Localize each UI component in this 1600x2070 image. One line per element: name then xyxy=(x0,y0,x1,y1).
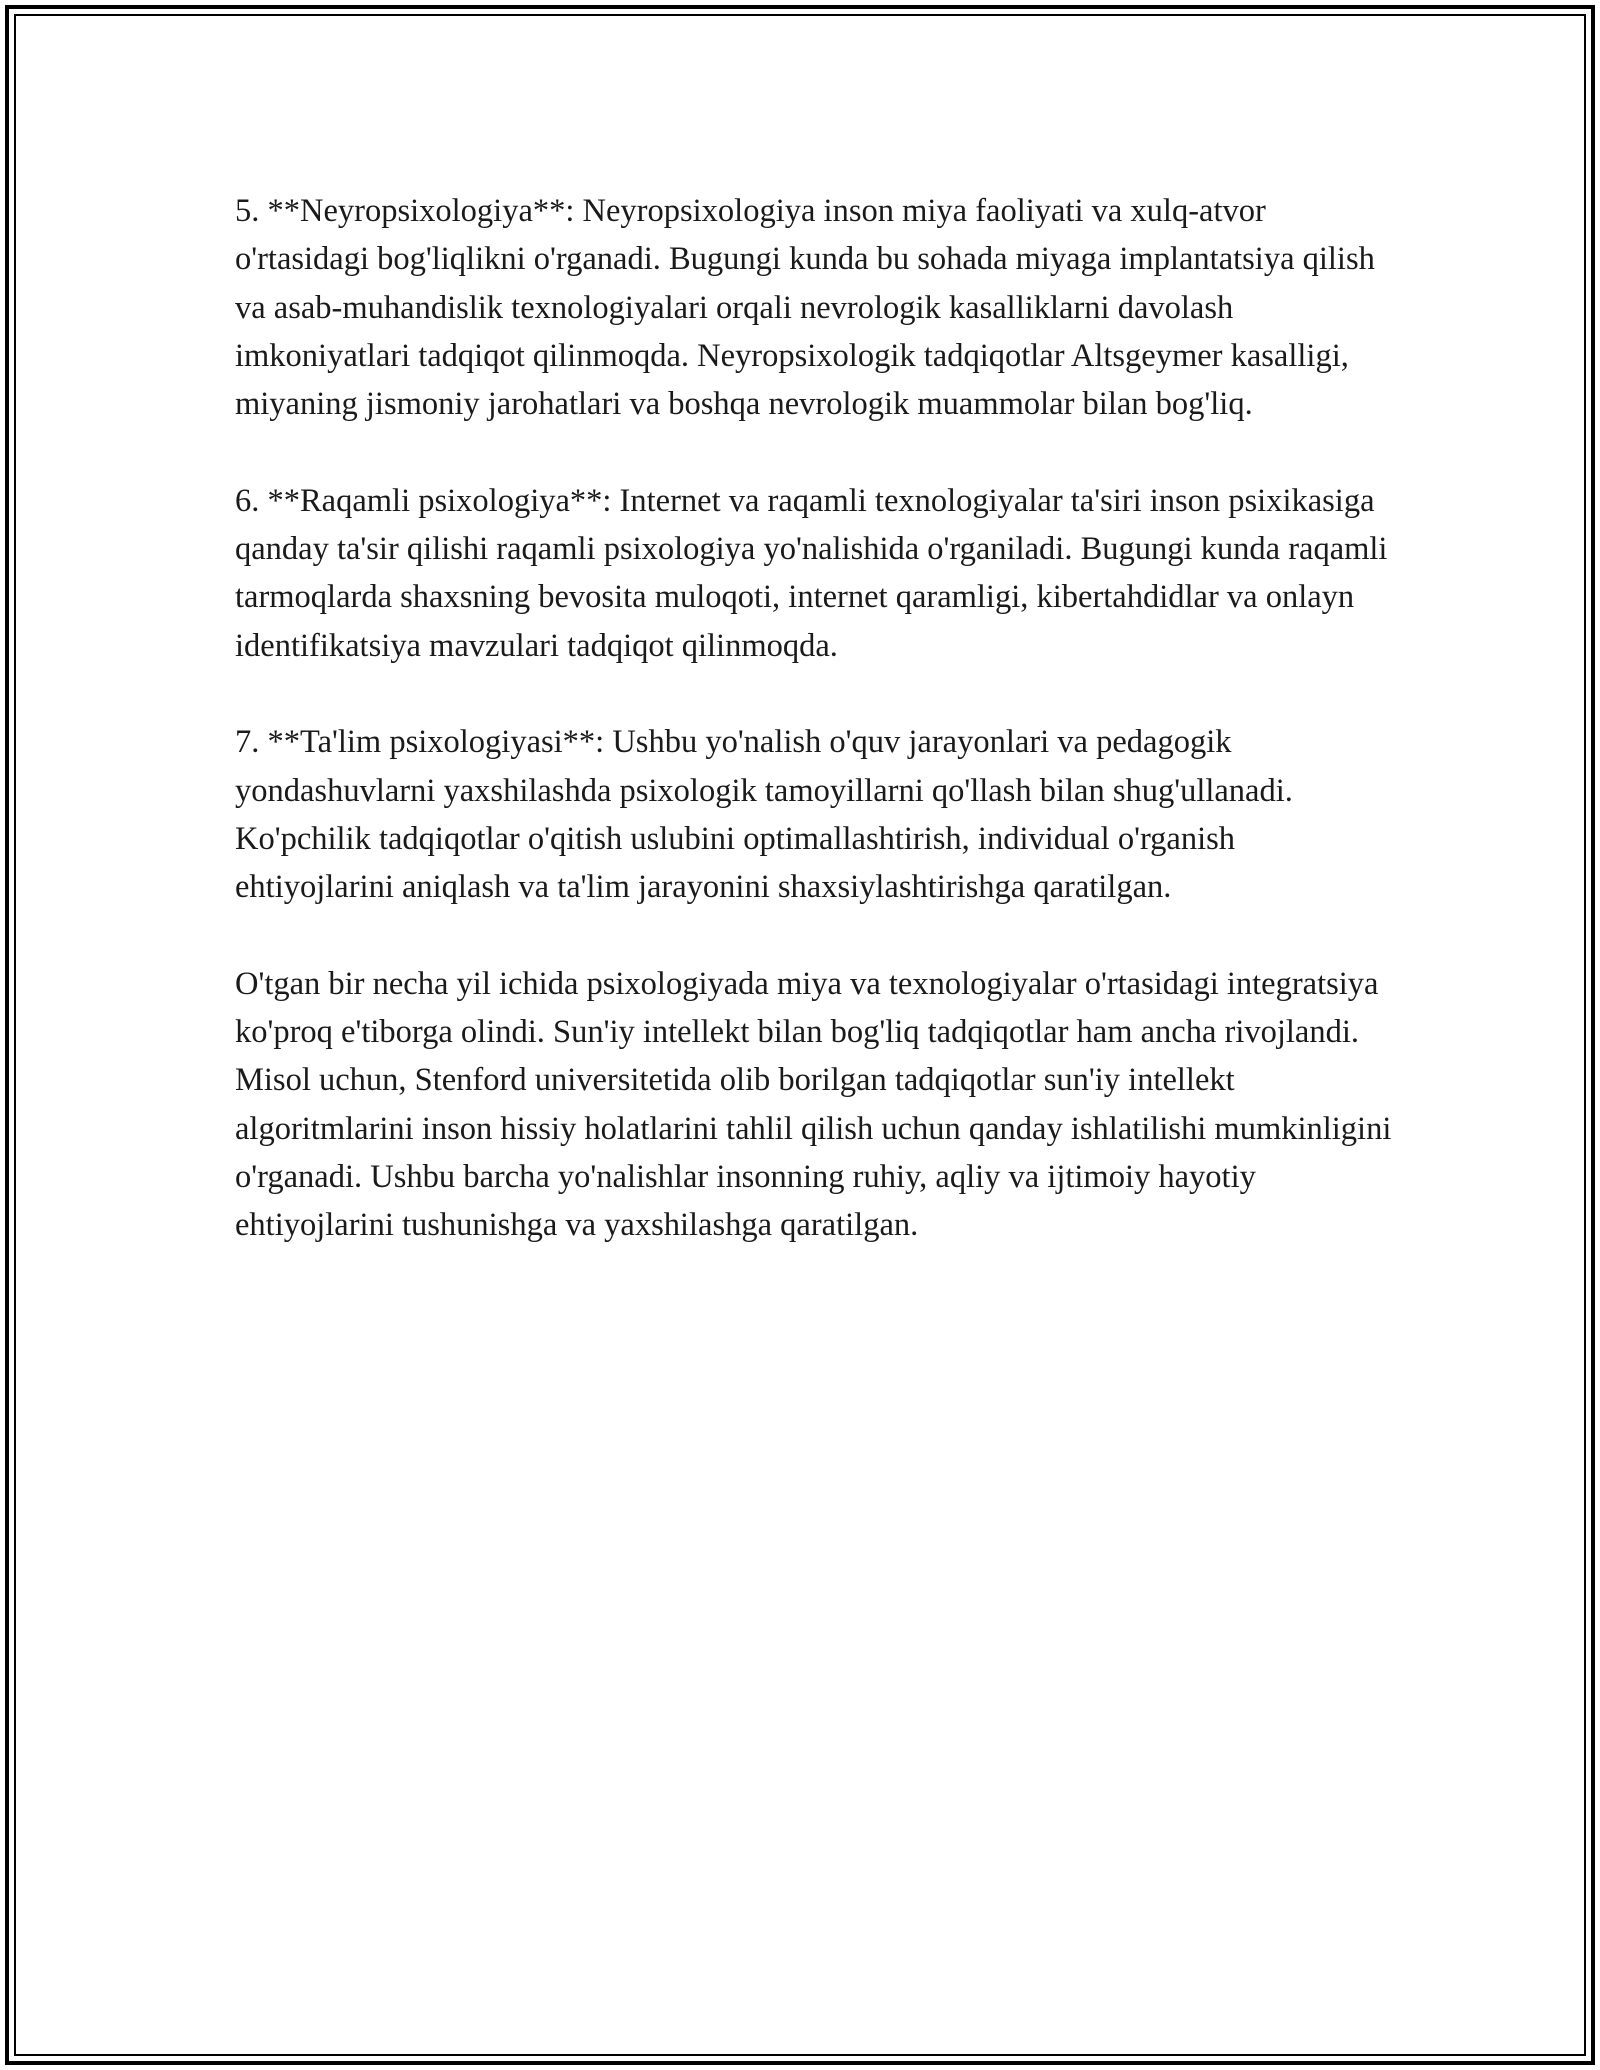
paragraph-conclusion: O'tgan bir necha yil ichida psixologiyada miya va texnologiyalar o'rtasidagi integratsiya ko'proq e'tiborga olindi. Sun'iy intellekt bilan bog'liq tadqiqotlar ham ancha rivojlandi. Misol uchun, Stenford universitetida olib borilgan tadqiqotlar sun'iy intellekt algoritmlarini inson hissiy holatlarini tahlil qilish uchun qanday ishlatilishi mumkinligini o'rganadi. Ushbu barcha yo'nalishlar insonning ruhiy, aqliy va ijtimoiy hayotiy ehtiyojlarini tushunishga va yaxshilashga qaratilgan. xyxy=(235,965,1392,1244)
paragraph-neyropsixologiya: 5. **Neyropsixologiya**: Neyropsixologiya inson miya faoliyati va xulq-atvor o'rtasidagi bog'liqlikni o'rganadi. Bugungi kunda bu sohada miyaga implantatsiya qilish va asab-muhandislik texnologiyalari orqali nevrologik kasalliklarni davolash imkoniyatlari tadqiqot qilinmoqda. Neyropsixologik tadqiqotlar Altsgeymer kasalligi, miyaning jismoniy jarohatlari va boshqa nevrologik muammolar bilan bog'liq. xyxy=(235,193,1375,423)
paragraph-talim-psixologiyasi: 7. **Ta'lim psixologiyasi**: Ushbu yo'nalish o'quv jarayonlari va pedagogik yondashuvlarni yaxshilashda psixologik tamoyillarni qo'llash bilan shug'ullanadi. Ko'pchilik tadqiqotlar o'qitish uslubini optimallashtirish, individual o'rganish ehtiyojlarini aniqlash va ta'lim jarayonini shaxsiylashtirishga qaratilgan. xyxy=(235,724,1293,906)
paragraph-raqamli-psixologiya: 6. **Raqamli psixologiya**: Internet va raqamli texnologiyalar ta'siri inson psixikasiga qanday ta'sir qilishi raqamli psixologiya yo'nalishida o'rganiladi. Bugungi kunda raqamli tarmoqlarda shaxsning bevosita muloqoti, internet qaramligi, kibertahdidlar va onlayn identifikatsiya mavzulari tadqiqot qilinmoqda. xyxy=(235,482,1388,664)
document-body xyxy=(235,187,1395,1298)
